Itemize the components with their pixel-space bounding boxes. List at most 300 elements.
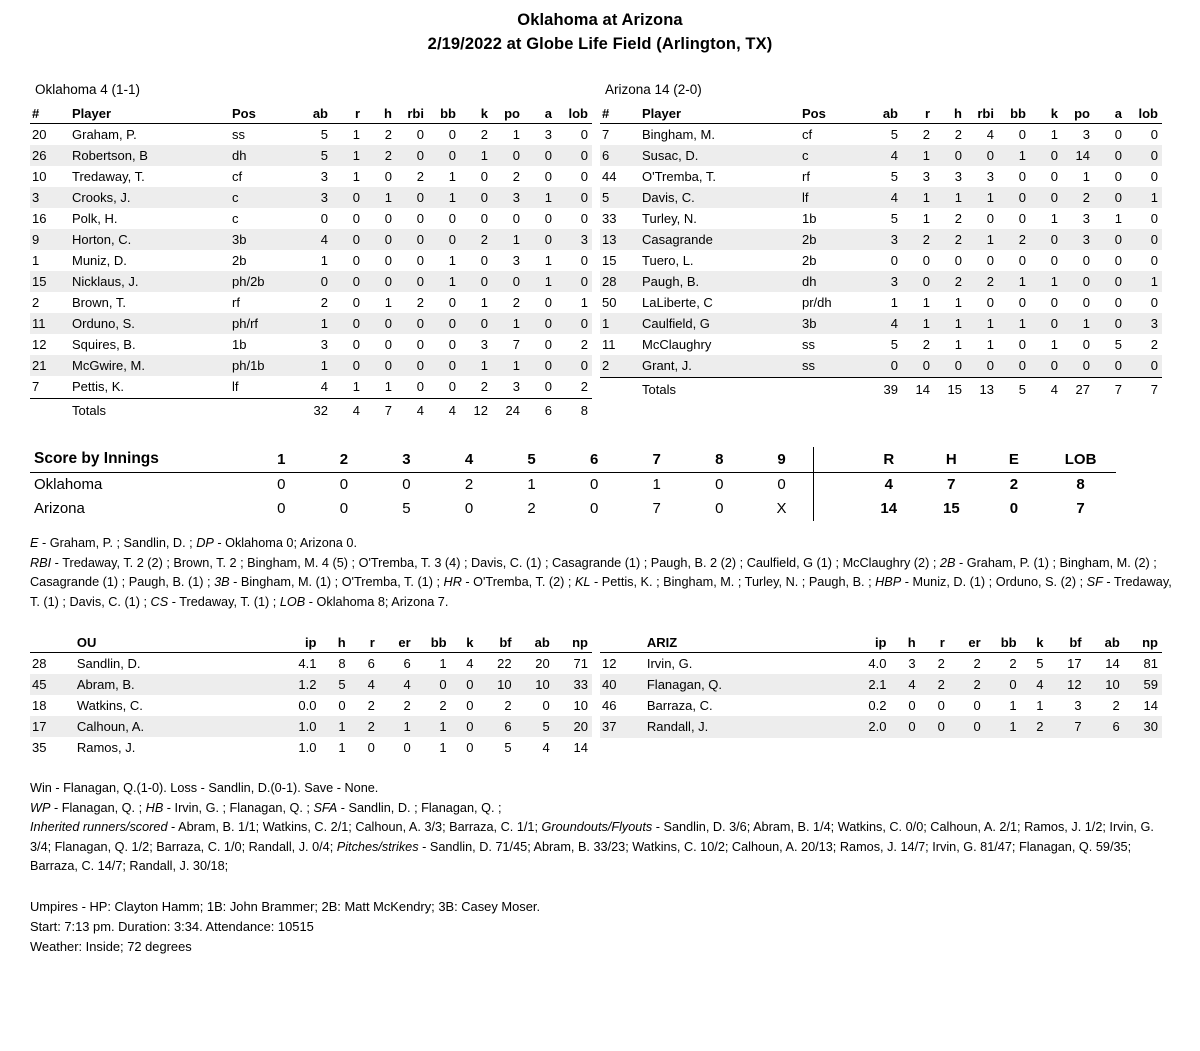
totals-cell: 14 [902,378,934,401]
cell: cf [802,127,813,142]
result-E: 2 [1009,476,1019,493]
totals-cell: Totals [640,378,800,401]
cell: Ramos, J. [76,740,136,755]
line-score-team-name: Arizona [34,500,85,517]
result-R: 14 [880,500,898,517]
col-header-pos: Pos [800,105,870,124]
cell: Watkins, C. [76,698,143,713]
cell: 3 [512,253,520,268]
cell: 1 [922,211,930,226]
cell: 44 [602,169,617,184]
inning-runs-6: 0 [589,476,599,493]
cell: 5 [516,716,554,737]
cell: 1 [300,313,332,334]
cell: 0 [352,211,360,226]
cell: 1 [934,313,966,334]
cell: 1 [32,253,40,268]
cell: 2 [973,656,981,671]
cell: 0 [364,313,396,334]
cell: 0 [332,313,364,334]
cell: 81 [1143,656,1158,671]
cell: 4 [320,379,328,394]
totals-cell: 7 [1126,378,1162,401]
cell: 0 [524,355,556,376]
cell: 0 [1018,337,1026,352]
cell: rf [232,295,240,310]
col-header-k: k [1030,105,1062,124]
col-header-bb: bb [998,105,1030,124]
cell: 1 [1009,698,1017,713]
cell: McGwire, M. [70,355,230,376]
cell: Tredaway, T. [72,169,145,184]
batting-note-line: E - Graham, P. ; Sandlin, D. ; DP - Oklahoma 0; Arizona 0. [30,536,357,550]
result-R: 4 [884,476,893,493]
col-header-ab: ab [516,634,554,653]
cell: Horton, C. [70,229,230,250]
cell: 2 [350,716,379,737]
cell: 0 [966,145,998,166]
umpires-line: Umpires - HP: Clayton Hamm; 1B: John Brammer; 2B: Matt McKendry; 3B: Casey Moser. [30,898,541,914]
line-score-header-row [30,447,1116,473]
cell: 1 [954,337,962,352]
cell: c [800,145,870,166]
cell: 18 [32,698,47,713]
cell: 2 [922,337,930,352]
home-batting-body [600,124,1162,401]
cell: Robertson, B [70,145,230,166]
pitching-detail-note: Inherited runners/scored - Abram, B. 1/1; Watkins, C. 2/1; Calhoun, A. 3/3; Barraza, C. 1/1; Groundouts/Flyouts - Sandlin, D. 3/6; Abram, B. 1/4; Watkins, C. 0/0; Calhoun, A. 2/1; Ramos, J. 1/2; Irvin, G. 3/4; Flanagan, Q. 1/2; Barraza, C. 1/0; Randall, J. 0/4; Pitches/strikes - Sandlin, D. 71/45; Abram, B. 33/23; Watkins, C. 10/2; Calhoun, A. 20/13; Ramos, J. 14/7; Irvin, G. 81/47; Flanagan, Q. 59/35; Barraza, C. 14/7; Randall, J. 30/18; [30,820,1154,873]
cell: lf [800,187,870,208]
cell: 0 [332,187,364,208]
cell: 0 [986,253,994,268]
cell: 10 [32,169,47,184]
inning-runs-4: 2 [464,476,474,493]
totals-cell: 8 [556,399,592,422]
cell: 1 [600,313,640,334]
cell: c [230,187,300,208]
totals-cell: 7 [1094,378,1126,401]
cell: 3 [1074,698,1082,713]
cell: 0 [352,337,360,352]
cell: 0 [1126,229,1162,250]
cell: 1 [902,187,934,208]
cell: 6 [403,656,411,671]
totals-cell: 7 [364,399,396,422]
cell: 0 [1150,169,1158,184]
inning-runs-2: 0 [339,476,349,493]
inning-runs-5: 1 [527,476,536,493]
cell: 3 [1082,127,1090,142]
line-score-spacer [813,447,857,473]
game-info [30,897,1170,957]
cell: 0 [1082,337,1090,352]
home-pitching-body [600,653,1162,739]
cell: 0 [448,379,456,394]
cell: 3 [1126,313,1162,334]
cell: 0 [986,211,994,226]
inning-runs-8: 0 [715,476,724,493]
totals-cell: 4 [332,399,364,422]
cell: 2 [364,145,396,166]
cell: 1 [966,187,998,208]
cell: Caulfield, G [640,313,800,334]
cell: 17 [1067,656,1082,671]
cell: dh [800,271,870,292]
cell: 0 [1030,145,1062,166]
cell: 0 [480,253,488,268]
cell: 9 [30,229,70,250]
cell: 0 [384,211,392,226]
cell: 1 [985,716,1021,738]
cell: 0 [966,355,998,378]
col-header-np: np [1124,634,1162,653]
cell: 0 [428,229,460,250]
inning-header-8: 8 [688,447,751,473]
line-score-team-name: Oklahoma [34,476,103,493]
cell: Muniz, D. [72,253,127,268]
cell: 2 [600,355,640,378]
cell: Tuero, L. [642,253,694,268]
inning-header-7: 7 [625,447,688,473]
cell: 2 [949,674,985,695]
cell: 5 [890,337,898,352]
cell: 0 [384,337,392,352]
cell: 1 [524,187,556,208]
cell: 5 [600,187,640,208]
cell: 0 [934,145,966,166]
inning-runs-1: 0 [277,476,286,493]
cell: 12 [1048,674,1086,695]
pitching-section [30,634,1170,759]
col-header-po: po [1062,105,1094,124]
cell: 2 [954,211,962,226]
cell: pr/dh [802,295,832,310]
totals-cell: 6 [524,399,556,422]
cell: 5 [890,127,898,142]
cell: 2 [1112,698,1120,713]
cell: 0 [954,253,962,268]
table-row [30,737,592,759]
cell: McClaughry [642,337,712,352]
cell: 71 [573,656,588,671]
cell: 2 [1009,656,1017,671]
cell: 0 [396,271,428,292]
cell: 0 [448,295,456,310]
cell: 1 [321,716,350,737]
col-header-po: po [492,105,524,124]
col-header-r: r [350,634,379,653]
cell: 45 [30,674,75,695]
inning-header-6: 6 [563,447,626,473]
cell: 0 [492,145,524,166]
cell: 3 [1062,229,1094,250]
cell: 1.0 [298,740,317,755]
cell: 2 [1062,187,1094,208]
cell: 0 [556,355,592,376]
totals-cell: 4 [396,399,428,422]
cell: 1 [1126,187,1162,208]
cell: 0 [332,355,364,376]
cell: 20 [32,127,47,142]
inning-runs-5: 2 [527,500,536,517]
cell: Calhoun, A. [75,716,283,737]
cell: 1 [480,295,488,310]
table-row [600,334,1162,355]
cell: dh [230,145,300,166]
cell: 1 [460,145,492,166]
cell: 1 [524,271,556,292]
cell: 5 [890,169,898,184]
result-header-LOB: LOB [1045,447,1116,473]
table-row [30,166,592,187]
col-header-ip: ip [852,634,890,653]
table-row [600,229,1162,250]
cell: 2 [416,295,424,310]
inning-header-1: 1 [250,447,313,473]
totals-cell [800,378,870,401]
cell: 2 [460,229,492,250]
table-row [30,674,592,695]
cell: Flanagan, Q. [645,674,853,695]
cell: Bingham, M. [642,127,715,142]
col-header-r: r [332,105,364,124]
cell: 12 [602,656,617,671]
col-header-lob: lob [556,105,592,124]
cell: 20 [554,716,592,737]
cell: 4 [1021,674,1048,695]
cell: 0 [580,211,588,226]
away-batting-table [30,105,592,421]
cell: 2 [439,698,447,713]
cell: 1 [580,295,588,310]
cell: 1 [1082,169,1090,184]
cell: 0 [902,355,934,378]
cell: 11 [602,337,616,352]
batting-notes [30,534,1178,612]
away-pitching-body [30,653,592,760]
cell: 1 [379,716,415,737]
cell: 1 [460,355,492,376]
cell: ss [800,355,870,378]
cell: 28 [32,656,47,671]
page-title [30,0,1170,56]
cell: 37 [600,716,645,738]
cell: 2 [1150,337,1158,352]
cell: 1 [1050,337,1058,352]
cell: 59 [1124,674,1162,695]
cell: ph/1b [230,355,300,376]
cell: lf [232,379,239,394]
cell: rf [802,169,810,184]
col-header-lob: lob [1126,105,1162,124]
inning-runs-8: 0 [715,500,724,517]
col-header-k: k [451,634,478,653]
cell: Paugh, B. [640,271,800,292]
cell: 1.2 [282,674,320,695]
table-row [30,208,592,229]
cell: 3 [544,127,552,142]
cell: 0 [428,145,460,166]
cell: 14 [573,740,588,755]
cell: 0 [364,271,396,292]
cell: 0 [416,127,424,142]
cell: 5 [1114,337,1122,352]
cell: 28 [600,271,640,292]
table-row [600,145,1162,166]
totals-cell: Totals [70,399,230,422]
cell: 2 [416,169,424,184]
cell: 0 [891,716,920,738]
cell: 1 [954,295,962,310]
cell: cf [232,169,243,184]
result-header-H: H [920,447,983,473]
result-LOB: 7 [1076,500,1085,517]
table-row [600,653,1162,675]
cell: 0 [908,698,916,713]
cell: 0 [1150,295,1158,310]
start-duration-attendance-line: Start: 7:13 pm. Duration: 3:34. Attendance: 10515 [30,918,314,934]
cell: 2 [954,127,962,142]
cell: 20 [535,656,550,671]
cell: Orduno, S. [70,313,230,334]
col-header-r: r [920,634,949,653]
col-header-ab: ab [870,105,902,124]
cell: 1 [492,229,524,250]
totals-cell: 24 [492,399,524,422]
cell: 4 [350,674,379,695]
cell: 0 [396,313,428,334]
col-header-k: k [1021,634,1048,653]
cell: 1 [320,253,328,268]
cell: Squires, B. [72,337,136,352]
cell: 0 [320,211,328,226]
cell: 1 [492,355,524,376]
cell: 0 [580,169,588,184]
cell: ss [232,127,245,142]
col-header-ab: ab [1086,634,1124,653]
cell: 1 [544,253,552,268]
cell: 2 [580,379,588,394]
inning-runs-7: 7 [652,500,661,517]
cell: 5 [320,127,328,142]
cell: 0 [451,716,478,737]
cell: 0 [890,253,898,268]
cell: 0 [396,355,428,376]
cell: 2 [403,698,411,713]
cell: 4 [870,145,902,166]
table-row [30,124,592,146]
cell: 0 [934,355,966,378]
result-E: 0 [1009,500,1019,517]
totals-cell: 27 [1062,378,1094,401]
cell: 1 [1050,211,1058,226]
cell: 5 [321,674,350,695]
cell: 0 [544,169,552,184]
cell: 0 [460,187,492,208]
col-header-h: h [321,634,350,653]
cell: 0 [1030,229,1062,250]
cell: 2 [937,656,945,671]
cell: 0 [949,716,985,738]
cell: 1 [415,716,451,737]
cell: 2 [934,229,966,250]
cell: 33 [602,211,617,226]
cell: 2b [800,229,870,250]
cell: 0 [1150,211,1158,226]
cell: 0 [998,187,1030,208]
cell: 12 [32,337,47,352]
totals-cell: 5 [998,378,1030,401]
totals-cell: 13 [966,378,998,401]
cell: 0 [1126,355,1162,378]
cell: 0 [1018,295,1026,310]
cell: 3 [986,169,994,184]
cell: 0 [448,127,456,142]
cell: 1 [934,187,966,208]
cell: 1 [384,379,392,394]
cell: 0 [580,253,588,268]
cell: 0 [556,313,592,334]
totals-cell: 12 [460,399,492,422]
cell: 17 [30,716,75,737]
cell: Casagrande [640,229,800,250]
cell: 0 [466,740,474,755]
col-header-k: k [460,105,492,124]
cell: 0 [1030,313,1062,334]
cell: 0 [352,295,360,310]
cell: 0 [542,698,550,713]
table-row [30,355,592,376]
inning-header-3: 3 [375,447,438,473]
cell: 3 [320,337,328,352]
cell: 0 [448,337,456,352]
cell: 1 [300,355,332,376]
cell: 0 [1082,253,1090,268]
cell: 10 [478,674,516,695]
away-pitching-column [30,634,600,759]
cell: 0 [1094,313,1126,334]
totals-cell: 4 [428,399,460,422]
table-row [600,208,1162,229]
col-header-ab: ab [300,105,332,124]
cell: 1 [1062,313,1094,334]
totals-row [600,378,1162,401]
cell: 1 [448,169,456,184]
cell: 0 [985,674,1021,695]
table-header-row [30,634,592,653]
cell: 0 [460,313,492,334]
cell: 1 [890,295,898,310]
home-pitching-column [600,634,1170,759]
cell: 0 [1018,127,1026,142]
col-header-bb: bb [985,634,1021,653]
cell: 0 [544,295,552,310]
cell: 0 [1018,253,1026,268]
cell: 3 [512,379,520,394]
col-header-team: OU [75,634,283,653]
cell: 1 [428,271,460,292]
col-header-team: ARIZ [645,634,853,653]
cell: 0 [1114,295,1122,310]
inning-runs-6: 0 [589,500,599,517]
cell: 0 [451,674,478,695]
table-row [600,187,1162,208]
table-row [30,250,592,271]
cell: 2 [384,127,392,142]
col-header-player: Player [640,105,800,124]
cell: 3 [870,271,902,292]
home-team-heading: Arizona 14 (2-0) [605,82,702,97]
